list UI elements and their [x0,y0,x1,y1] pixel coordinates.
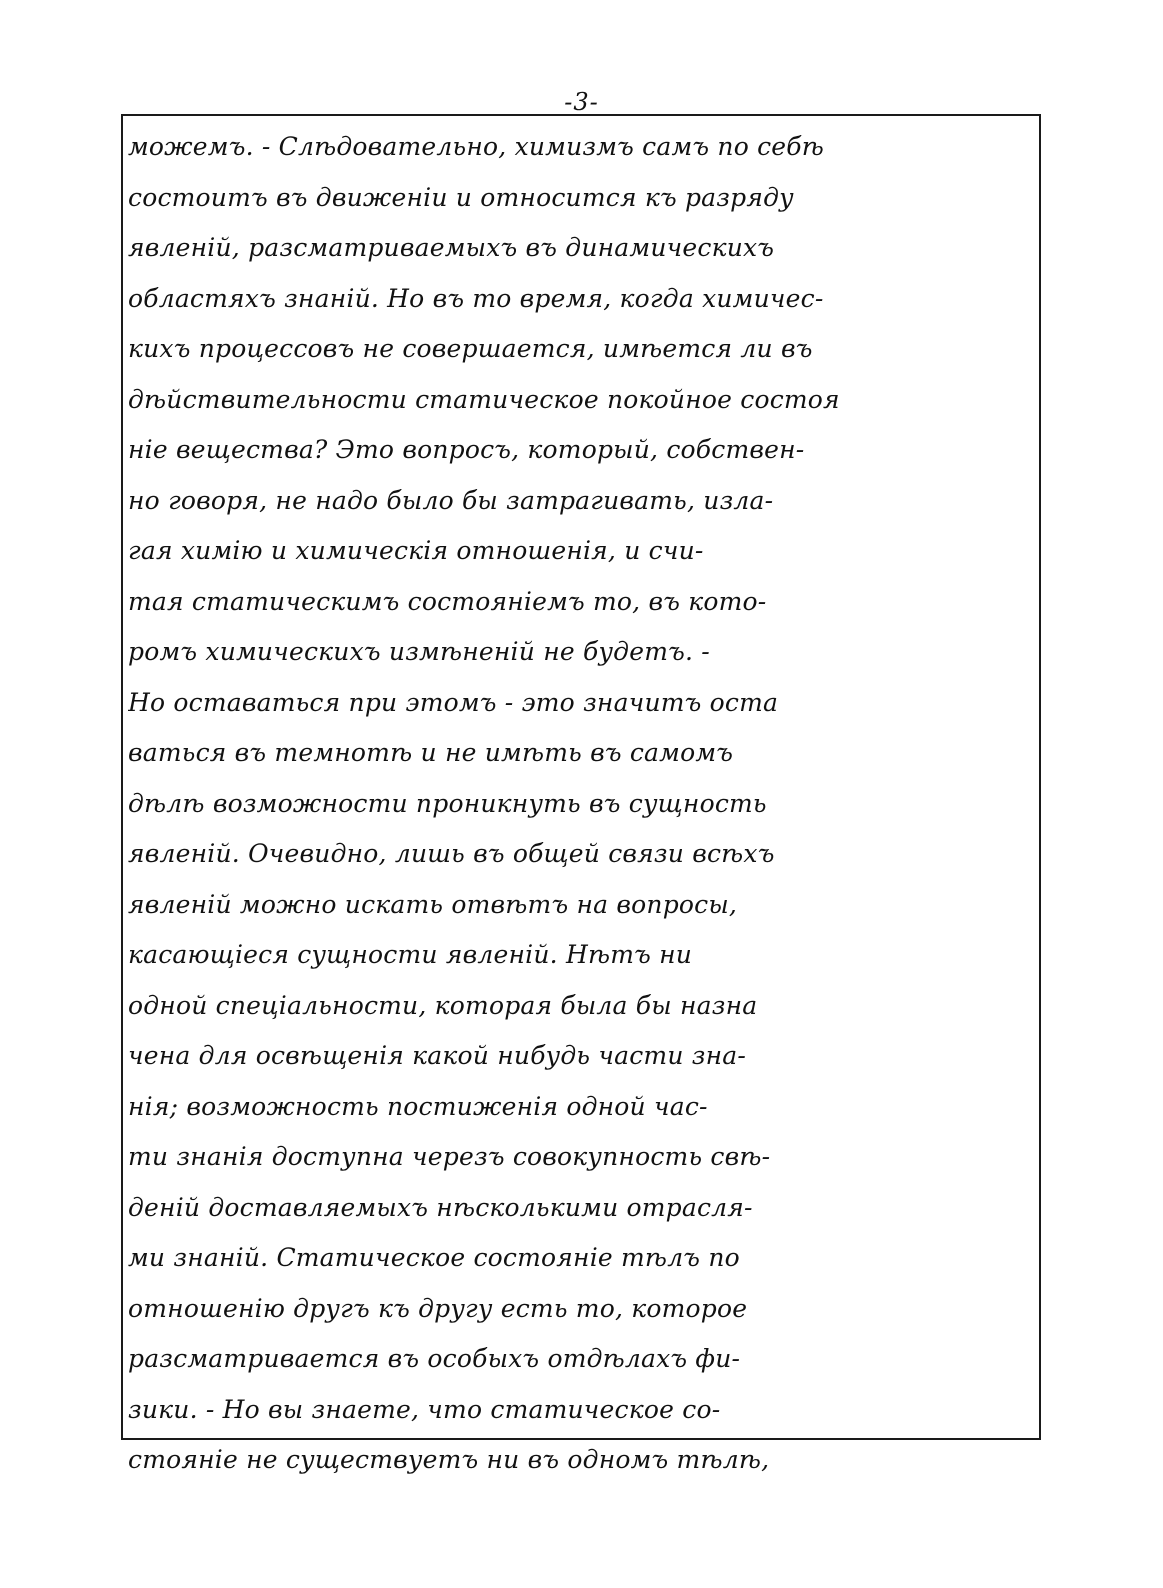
manuscript-line: деній доставляемыхъ нѣсколькими отрасля- [128,1192,753,1222]
manuscript-line: явленій можно искать отвѣтъ на вопросы, [128,889,738,919]
manuscript-line: гая химію и химическія отношенія, и счи- [128,536,704,565]
manuscript-line: дѣйствительности статическое покойное состоя [128,384,840,414]
manuscript-line: тая статическимъ состояніемъ то, въ кото- [128,586,767,616]
manuscript-line: касающіеся сущности явленій. Нѣтъ ни [128,940,693,969]
manuscript-line: зики. - Но вы знаете, что статическое со- [128,1394,721,1424]
manuscript-line: но говоря, не надо было бы затрагивать, излa- [128,485,774,515]
manuscript-line: одной спеціальности, которая была бы назна [128,990,758,1020]
manuscript-line: явленій, разсматриваемыхъ въ динамическихъ [128,233,775,262]
manuscript-line: Но оставаться при этомъ - это значитъ оста [128,687,779,717]
manuscript-line: нія; возможность постиженія одной час- [128,1091,708,1121]
manuscript-line: явленій. Очевидно, лишь въ общей связи всѣхъ [128,839,775,868]
manuscript-line: чена для освѣщенія какой нибудь части зна- [128,1041,747,1070]
manuscript-text [128,122,1036,1486]
manuscript-line: ваться въ темнотѣ и не имѣть въ самомъ [128,738,734,767]
manuscript-line: ти знанія доступна черезъ совокупность свѣ- [128,1142,771,1171]
manuscript-line: областяхъ знаній. Но въ то время, когда химичес- [128,283,824,313]
manuscript-line: ми знаній. Статическое состояніе тѣлъ по [128,1243,740,1272]
manuscript-line: кихъ процессовъ не совершается, имѣется ли въ [128,334,813,363]
manuscript-line: ніе вещества? Это вопросъ, который, собствен- [128,435,805,464]
manuscript-line: можемъ. - Слѣдовательно, химизмъ самъ по себѣ [128,132,825,161]
manuscript-line: дѣлѣ возможности проникнуть въ сущность [128,788,767,818]
manuscript-line: отношенію другъ къ другу есть то, которое [128,1293,748,1323]
manuscript-line: стояніе не существуетъ ни въ одномъ тѣлѣ, [128,1445,770,1474]
manuscript-line: разсматривается въ особыхъ отдѣлахъ фи- [128,1344,741,1373]
manuscript-line: состоитъ въ движеніи и относится къ разряду [128,182,794,212]
manuscript-line: ромъ химическихъ измѣненій не будетъ. - [128,637,710,666]
page-number: -3- [564,88,599,116]
